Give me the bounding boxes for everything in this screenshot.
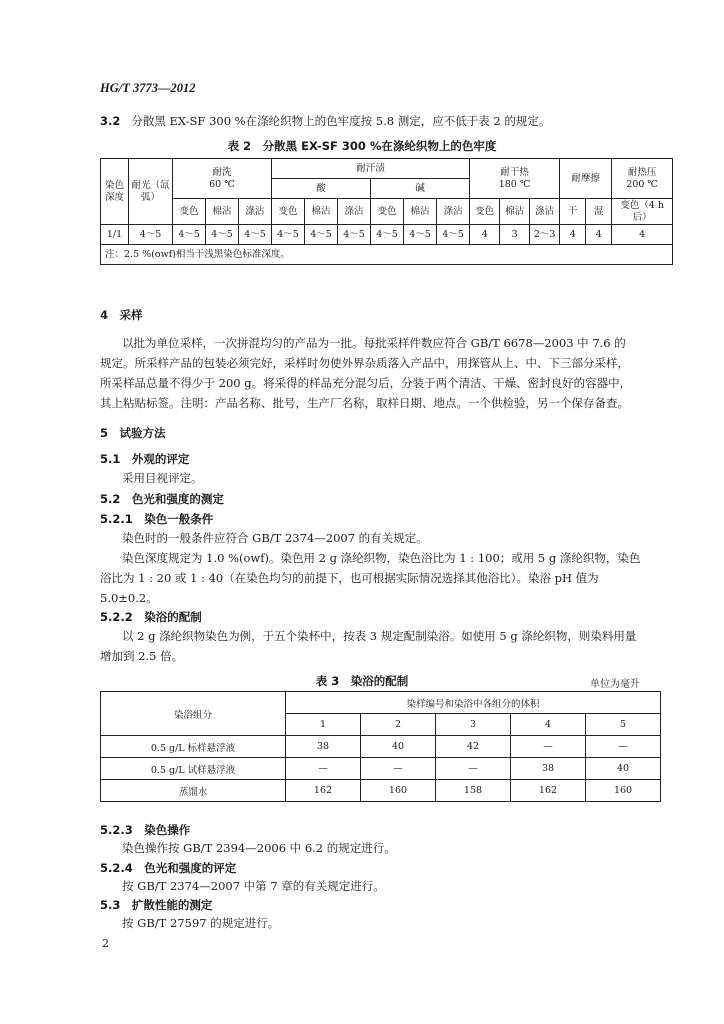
t2-cell: 4～5 [437,225,470,245]
t2-cell: 4～5 [173,225,206,245]
t3-cell: 162 [511,780,586,802]
t2-cell: 4～5 [404,225,437,245]
table-3-caption: 表 3 染浴的配制 [315,674,409,688]
t2-sub-cotton: 棉沾 [500,199,530,225]
t2-cell: 4 [612,225,673,245]
t2-header-press: 耐热压 200 ℃ [612,159,673,199]
section-5-2-1-title: 5.2.1 染色一般条件 [100,512,214,526]
section-3-2-number: 3.2 [100,114,121,128]
section-5-2-4-text: 按 GB/T 2374—2007 中第 7 章的有关规定进行。 [122,879,385,893]
section-5-1-title: 5.1 外观的评定 [100,452,190,466]
t2-cell: 4～5 [206,225,239,245]
t2-data-row [101,225,673,245]
t2-cell: 4～5 [338,225,371,245]
t2-sub-wet: 湿 [586,199,612,225]
t2-sub-poly: 涤沾 [530,199,560,225]
section-5-2-1-line: 5.0±0.2。 [100,591,158,605]
section-5-2-2-line: 以 2 g 涤纶织物染色为例，于五个染杯中，按表 3 规定配制染浴。如使用 5 g 涤纶织物，则染料用量 [122,629,637,643]
t2-sub-poly: 涤沾 [239,199,272,225]
t3-cell: 38 [286,736,361,758]
section-4-line: 规定。所采样产品的包装必须完好，采样时勿使外界杂质落入产品中，用探管从上、中、下三部分采样， [100,356,629,370]
t2-cell: 4 [586,225,612,245]
t2-header-dryheat: 耐干热 180 ℃ [470,159,560,199]
table-3-unit: 单位为毫升 [590,679,640,690]
section-5-2-1-line: 浴比为 1 : 20 或 1 : 40（在染色均匀的前提下，也可根据实际情况选择其他浴比）。染浴 pH 值为 [100,571,599,585]
t3-cell: 160 [586,780,661,802]
t2-sub-change: 变色 [272,199,305,225]
section-5-2-1-line: 染色时的一般条件应符合 GB/T 2374—2007 的有关规定。 [122,531,428,545]
t3-cell: 42 [436,736,511,758]
t2-cell: 2～3 [530,225,560,245]
t2-sub-press: 变色（4 h 后） [612,199,673,225]
t2-cell: 4～5 [272,225,305,245]
t3-header-number: 2 [361,714,436,736]
section-5-2-title: 5.2 色光和强度的测定 [100,492,224,506]
t2-sub-change: 变色 [470,199,500,225]
section-5-2-2-title: 5.2.2 染浴的配制 [100,610,202,624]
table-2-caption: 表 2 分散黑 EX-SF 300 %在涤纶织物上的色牢度 [227,139,497,153]
t3-cell: — [586,736,661,758]
section-4-line: 其上粘贴标签。注明：产品名称、批号，生产厂名称，取样日期、地点。一个供检验，另一个保存备查。 [100,396,629,410]
t3-row-label: 0.5 g/L 标样悬浮液 [101,736,286,758]
section-5-2-1-line: 染色深度规定为 1.0 %(owf)。染色用 2 g 涤纶织物，染色浴比为 1 : 100；或用 5 g 涤纶织物，染色 [122,551,641,565]
t3-header-number: 3 [436,714,511,736]
t3-cell: 40 [586,758,661,780]
t2-header-light: 耐光（氙弧） [129,159,173,225]
t2-header-rub: 耐摩擦 [560,159,612,199]
t2-cell: 4～5 [239,225,272,245]
t2-cell: 3 [500,225,530,245]
t2-cell: 1/1 [101,225,129,245]
t3-header-number: 5 [586,714,661,736]
t2-sub-poly: 涤沾 [437,199,470,225]
t2-sub-cotton: 棉沾 [305,199,338,225]
t2-header-sweat: 耐汗渍 [272,159,470,179]
table-3 [100,691,661,802]
section-5-2-4-title: 5.2.4 色光和强度的评定 [100,861,237,875]
t2-sub-cotton: 棉沾 [404,199,437,225]
t2-cell: 4 [470,225,500,245]
section-5-3-text: 按 GB/T 27597 的规定进行。 [122,916,280,930]
t2-header-alkali: 碱 [371,179,470,199]
table-2 [100,158,673,265]
section-5-2-3-title: 5.2.3 染色操作 [100,823,191,837]
t2-sub-dry: 干 [560,199,586,225]
t3-header-group: 染样编号和染浴中各组分的体积 [286,692,661,714]
section-5-3-title: 5.3 扩散性能的测定 [100,898,213,912]
t2-cell: 4 [560,225,586,245]
t3-cell: 162 [286,780,361,802]
table-row [101,758,661,780]
section-4-title: 4 采样 [100,308,143,322]
table-row [101,780,661,802]
section-3-2-text: 分散黑 EX-SF 300 %在涤纶织物上的色牢度按 5.8 测定，应不低于表 2 的规定。 [131,114,551,128]
t3-header-number: 4 [511,714,586,736]
t2-cell: 4～5 [305,225,338,245]
t3-row-label: 蒸馏水 [101,780,286,802]
t2-cell: 4～5 [129,225,173,245]
t3-header-number: 1 [286,714,361,736]
page-number: 2 [102,937,109,950]
section-5-2-3-text: 染色操作按 GB/T 2394—2006 中 6.2 的规定进行。 [122,841,396,855]
t2-sub-poly: 涤沾 [338,199,371,225]
section-5-1-text: 采用目视评定。 [122,471,203,485]
section-4-line: 以批为单位采样，一次拼混均匀的产品为一批。每批采样件数应符合 GB/T 6678—2003 中 7.6 的 [122,336,626,350]
t2-header-depth: 染色深度 [101,159,129,225]
t3-cell: — [436,758,511,780]
t3-cell: — [511,736,586,758]
t3-cell: — [361,758,436,780]
t2-header-wash: 耐洗 60 ℃ [173,159,272,199]
document-header: HG/T 3773—2012 [100,81,196,95]
t2-sub-change: 变色 [173,199,206,225]
t2-header-acid: 酸 [272,179,371,199]
section-5-2-2-line: 增加到 2.5 倍。 [100,649,184,663]
t2-note: 注：2.5 %(owf)相当于浅黑染色标准深度。 [101,245,673,265]
t2-sub-cotton: 棉沾 [206,199,239,225]
section-4-line: 所采样品总量不得少于 200 g。将采得的样品充分混匀后，分装于两个清洁、干燥、密封良好的容器中， [100,376,632,390]
section-5-title: 5 试验方法 [100,426,166,440]
t2-sub-change: 变色 [371,199,404,225]
t3-cell: 38 [511,758,586,780]
t3-cell: 40 [361,736,436,758]
t2-cell: 4～5 [371,225,404,245]
t3-cell: — [286,758,361,780]
section-3-2 [100,113,550,130]
table-row [101,736,661,758]
t3-row-label: 0.5 g/L 试样悬浮液 [101,758,286,780]
t3-cell: 158 [436,780,511,802]
t3-header-component: 染浴组分 [101,692,286,736]
t3-cell: 160 [361,780,436,802]
